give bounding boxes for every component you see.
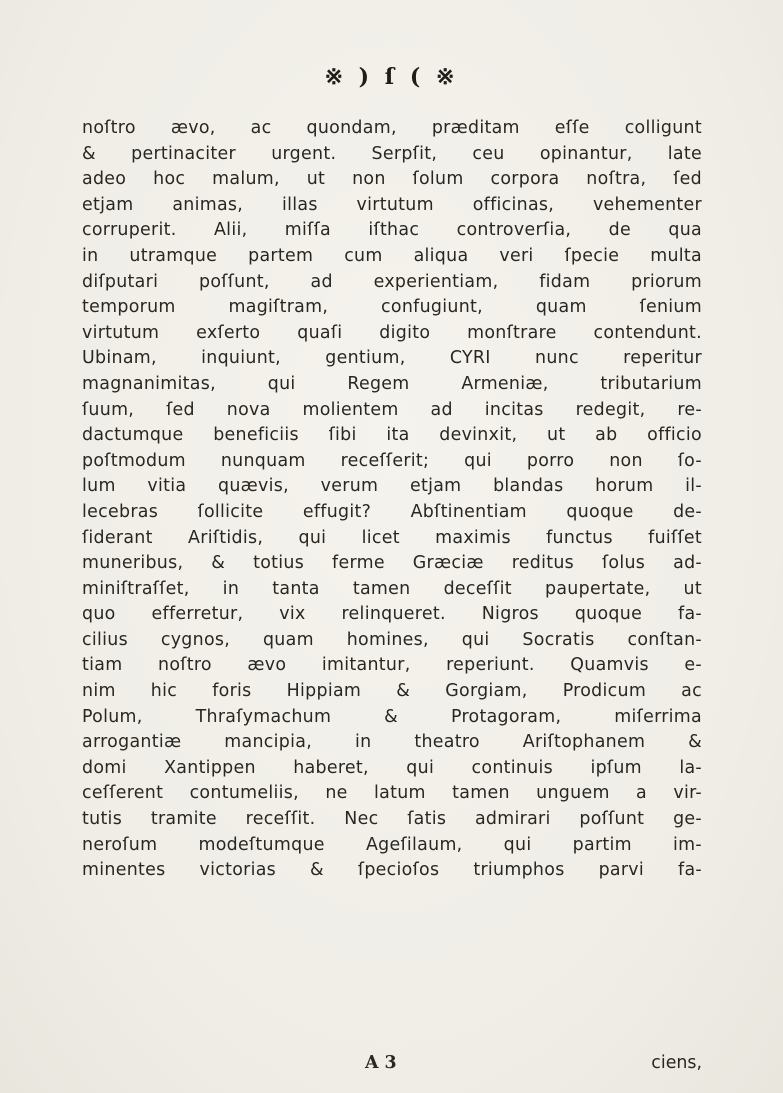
text-line: corruperit. Alii, miſſa iſthac controverſia, de qua bbox=[82, 220, 702, 241]
text-line: minentes victorias & ſpecioſos triumphos parvi fa- bbox=[82, 860, 702, 881]
text-line: lecebras ſollicite effugit? Abſtinentiam quoque de- bbox=[82, 501, 702, 522]
text-line: neroſum modeſtumque Ageſilaum, qui partim im- bbox=[82, 834, 702, 855]
text-line: adeo hoc malum, ut non ſolum corpora noſtra, ſed bbox=[82, 169, 702, 190]
catchword: ciens, bbox=[651, 1053, 702, 1073]
text-line: muneribus, & totius ferme Græciæ reditus ſolus ad- bbox=[82, 553, 702, 574]
text-line: cilius cygnos, quam homines, qui Socratis conſtan- bbox=[82, 629, 702, 650]
text-line: poſtmodum nunquam receſſerit; qui porro non ſo- bbox=[82, 450, 702, 471]
text-line: diſputari poſſunt, ad experientiam, fidam priorum bbox=[82, 271, 702, 292]
text-line: temporum magiſtram, confugiunt, quam ſenium bbox=[82, 297, 702, 318]
text-line: Polum, Thraſymachum & Protagoram, miſerrima bbox=[82, 706, 702, 727]
text-line: arrogantiæ mancipia, in theatro Ariſtophanem & bbox=[82, 732, 702, 753]
body-text bbox=[82, 116, 702, 884]
text-line: quo efferretur, vix relinqueret. Nigros quoque fa- bbox=[82, 604, 702, 625]
text-line: lum vitia quævis, verum etjam blandas horum il- bbox=[82, 476, 702, 497]
text-line: magnanimitas, qui Regem Armeniæ, tributarium bbox=[82, 373, 702, 394]
text-line: virtutum exſerto quaſi digito monſtrare contendunt. bbox=[82, 322, 702, 343]
text-line: ceſſerent contumeliis, ne latum tamen unguem a vir- bbox=[82, 783, 702, 804]
text-line: ſiderant Ariſtidis, qui licet maximis functus fuiſſet bbox=[82, 527, 702, 548]
text-line: dactumque beneficiis ſibi ita devinxit, ut ab officio bbox=[82, 425, 702, 446]
text-line: in utramque partem cum aliqua veri ſpecie multa bbox=[82, 245, 702, 266]
text-line: tutis tramite receſſit. Nec ſatis admirari poſſunt ge- bbox=[82, 809, 702, 830]
text-line: noſtro ævo, ac quondam, præditam eſſe colligunt bbox=[82, 118, 702, 138]
text-line: Ubinam, inquiunt, gentium, CYRI nunc reperitur bbox=[82, 348, 702, 369]
text-line: tiam noſtro ævo imitantur, reperiunt. Quamvis e- bbox=[82, 655, 702, 676]
text-line: etjam animas, illas virtutum officinas, vehementer bbox=[82, 194, 702, 215]
page-footer bbox=[82, 1050, 702, 1076]
text-line: miniſtraſſet, in tanta tamen deceſſit paupertate, ut bbox=[82, 578, 702, 599]
text-line: domi Xantippen haberet, qui continuis ipſum la- bbox=[82, 757, 702, 778]
text-line: nim hic foris Hippiam & Gorgiam, Prodicum ac bbox=[82, 681, 702, 702]
signature-mark: A 3 bbox=[365, 1053, 397, 1073]
page-header-ornament: ※ ) ſ ( ※ bbox=[324, 64, 459, 90]
text-line: ſuum, ſed nova molientem ad incitas redegit, re- bbox=[82, 399, 702, 420]
text-line: & pertinaciter urgent. Serpſit, ceu opinantur, late bbox=[82, 143, 702, 164]
